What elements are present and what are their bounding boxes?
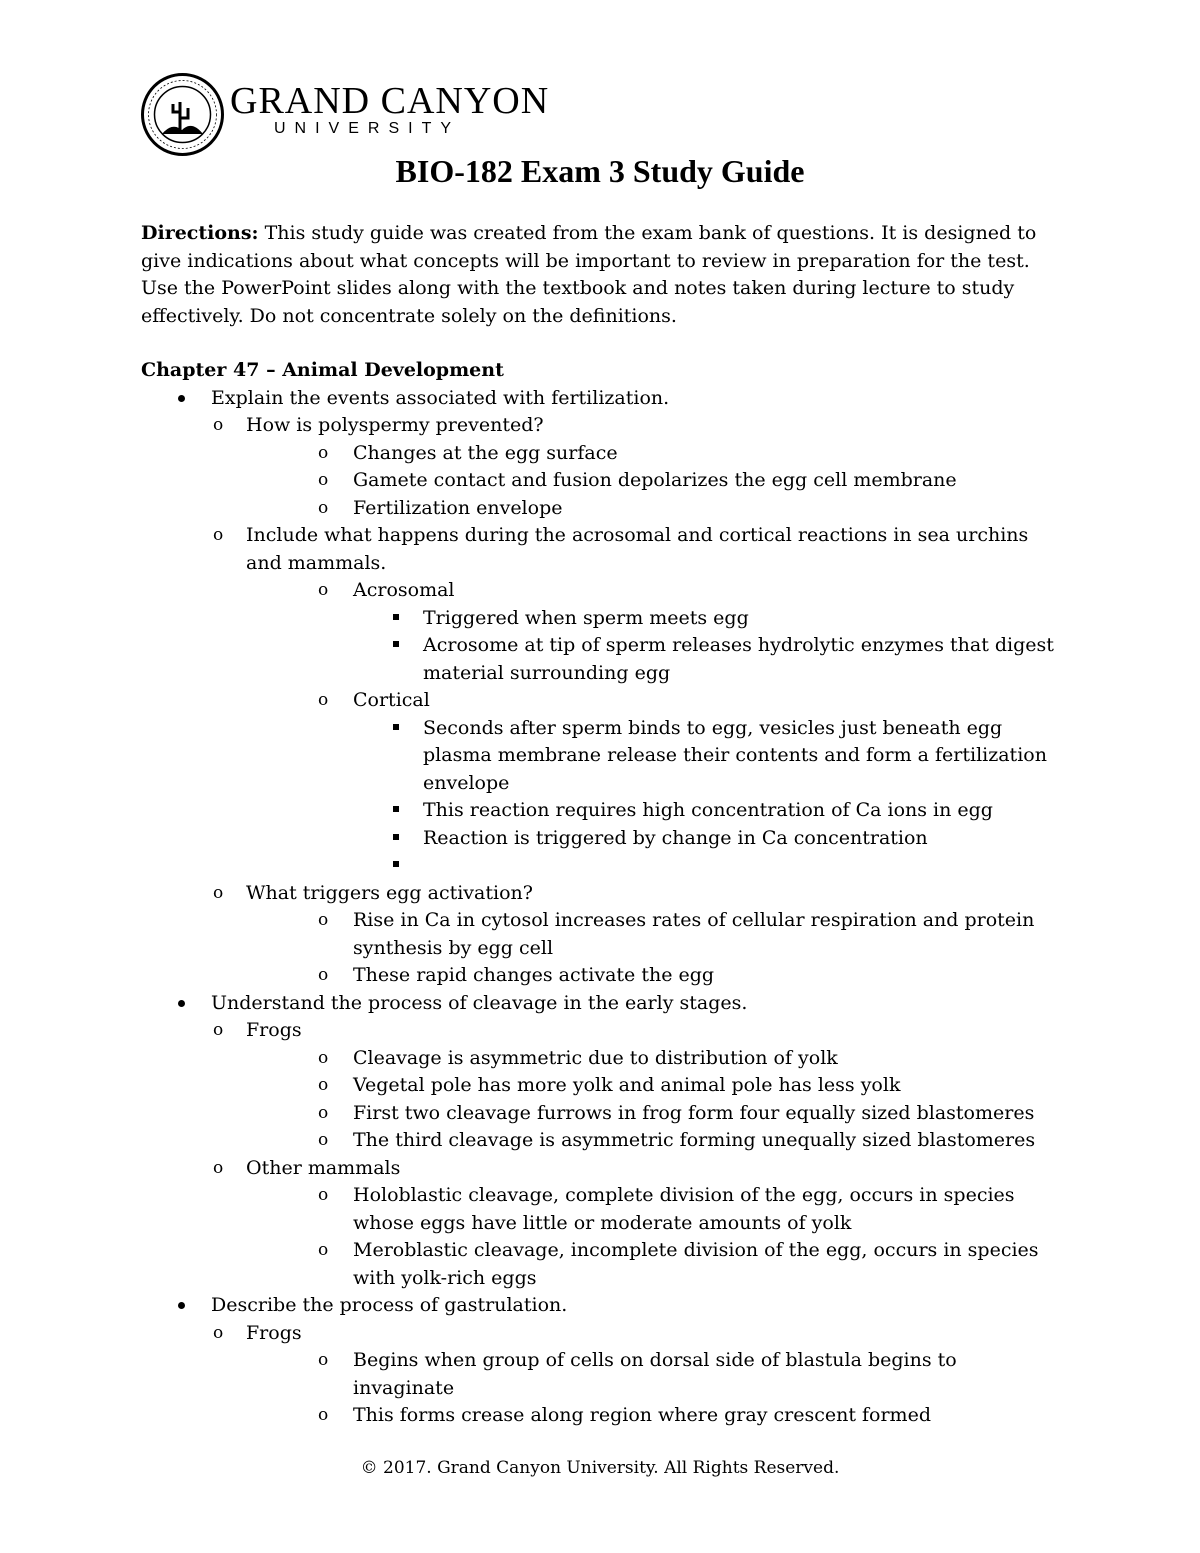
outline-subitem: o How is polyspermy prevented? o Changes at the egg surface o Gamete contact and fusion depolarizes the egg cell membrane o Fertilization envelope: [141, 412, 1061, 522]
logo-wordmark: GRAND CANYON: [230, 80, 550, 122]
outline-detail: o These rapid changes activate the egg: [141, 962, 1061, 990]
outline-subitem: o Include what happens during the acrosomal and cortical reactions in sea urchins and mammals. o Acrosomal Triggered when sperm meets egg Acrosome at tip of sperm releases hydrolytic enzymes that digest material surrounding egg o Cortical Seconds after sperm binds to egg, vesicles just beneath egg plasma membrane release their contents and form a fertilization envelope This reaction requires high concentration of Ca ions in egg Reaction is triggered by change in Ca concentration: [141, 522, 1061, 880]
chapter-heading: Chapter 47 – Animal Development: [141, 359, 504, 381]
outline-point: Reaction is triggered by change in Ca concentration: [141, 825, 1061, 853]
outline-detail: o Acrosomal Triggered when sperm meets egg Acrosome at tip of sperm releases hydrolytic enzymes that digest material surrounding egg: [141, 577, 1061, 687]
outline-detail: o Holoblastic cleavage, complete division of the egg, occurs in species whose eggs have little or moderate amounts of yolk: [141, 1182, 1061, 1237]
directions-text: This study guide was created from the exam bank of questions. It is designed to give indications about what concepts will be important to review in preparation for the test. Use the PowerPoint slides along with the textbook and notes taken during lecture to study effectively. Do not concentrate solely on the definitions.: [141, 222, 1037, 327]
document-body: [141, 220, 1061, 1430]
copyright-footer: © 2017. Grand Canyon University. All Rights Reserved.: [360, 1458, 840, 1478]
outline-detail: o The third cleavage is asymmetric forming unequally sized blastomeres: [141, 1127, 1061, 1155]
outline-detail: o Cleavage is asymmetric due to distribution of yolk: [141, 1045, 1061, 1073]
outline-detail: o First two cleavage furrows in frog form four equally sized blastomeres: [141, 1100, 1061, 1128]
outline-detail: o Changes at the egg surface: [141, 440, 1061, 468]
directions-paragraph: [141, 220, 1061, 330]
page-title: BIO-182 Exam 3 Study Guide: [395, 153, 805, 189]
outline-subitem: o Frogs o Cleavage is asymmetric due to distribution of yolk o Vegetal pole has more yolk and animal pole has less yolk o First two cleavage furrows in frog form four equally sized blastomeres o The third cleavage is asymmetric forming unequally sized blastomeres: [141, 1017, 1061, 1155]
outline-detail: o Fertilization envelope: [141, 495, 1061, 523]
outline-detail: o Begins when group of cells on dorsal side of blastula begins to invaginate: [141, 1347, 1061, 1402]
directions-label: Directions:: [141, 222, 259, 244]
outline-point: Triggered when sperm meets egg: [141, 605, 1061, 633]
logo-subtitle: UNIVERSITY: [274, 120, 461, 137]
outline-subitem: o Other mammals o Holoblastic cleavage, complete division of the egg, occurs in species whose eggs have little or moderate amounts of yolk o Meroblastic cleavage, incomplete division of the egg, occurs in species with yolk-rich eggs: [141, 1155, 1061, 1293]
outline-detail: o Cortical Seconds after sperm binds to egg, vesicles just beneath egg plasma membrane release their contents and form a fertilization envelope This reaction requires high concentration of Ca ions in egg Reaction is triggered by change in Ca concentration: [141, 687, 1061, 880]
study-outline: [141, 385, 1061, 1430]
university-logo: [140, 72, 560, 162]
outline-point-empty: [141, 852, 1061, 880]
university-seal-icon: [140, 72, 225, 157]
outline-point: Acrosome at tip of sperm releases hydrolytic enzymes that digest material surrounding egg: [141, 632, 1061, 687]
outline-detail: o This forms crease along region where gray crescent formed: [141, 1402, 1061, 1430]
outline-subitem: o Frogs o Begins when group of cells on dorsal side of blastula begins to invaginate o This forms crease along region where gray crescent formed: [141, 1320, 1061, 1430]
outline-point: Seconds after sperm binds to egg, vesicles just beneath egg plasma membrane release their contents and form a fertilization envelope: [141, 715, 1061, 798]
outline-detail: o Meroblastic cleavage, incomplete division of the egg, occurs in species with yolk-rich eggs: [141, 1237, 1061, 1292]
outline-detail: o Gamete contact and fusion depolarizes the egg cell membrane: [141, 467, 1061, 495]
outline-item: Explain the events associated with fertilization. o How is polyspermy prevented? o Changes at the egg surface o Gamete contact and fusion depolarizes the egg cell membrane o Fertilization envelope o Include what happens during the acrosomal and cortical reactions in sea urchins and mammals. o Acrosomal Triggered when sperm meets egg Acrosome at tip of sperm releases hydrolytic enzymes that digest material surrounding egg o Cortical Seconds after sperm binds to egg, vesicles just beneath egg plasma membrane release their contents and form a fertilization envelope This reaction requires high concentration of Ca ions in egg Reaction is triggered by change in Ca concentration o What triggers egg activation? o Rise in Ca in cytosol increases rates of cellular respiration and protein synthesis by egg cell o These rapid changes activate the egg: [141, 385, 1061, 990]
outline-subitem: o What triggers egg activation? o Rise in Ca in cytosol increases rates of cellular respiration and protein synthesis by egg cell o These rapid changes activate the egg: [141, 880, 1061, 990]
outline-item: Understand the process of cleavage in the early stages. o Frogs o Cleavage is asymmetric due to distribution of yolk o Vegetal pole has more yolk and animal pole has less yolk o First two cleavage furrows in frog form four equally sized blastomeres o The third cleavage is asymmetric forming unequally sized blastomeres o Other mammals o Holoblastic cleavage, complete division of the egg, occurs in species whose eggs have little or moderate amounts of yolk o Meroblastic cleavage, incomplete division of the egg, occurs in species with yolk-rich eggs: [141, 990, 1061, 1293]
outline-point: This reaction requires high concentration of Ca ions in egg: [141, 797, 1061, 825]
outline-detail: o Vegetal pole has more yolk and animal pole has less yolk: [141, 1072, 1061, 1100]
outline-detail: o Rise in Ca in cytosol increases rates of cellular respiration and protein synthesis by egg cell: [141, 907, 1061, 962]
outline-item: Describe the process of gastrulation. o Frogs o Begins when group of cells on dorsal side of blastula begins to invaginate o This forms crease along region where gray crescent formed: [141, 1292, 1061, 1430]
